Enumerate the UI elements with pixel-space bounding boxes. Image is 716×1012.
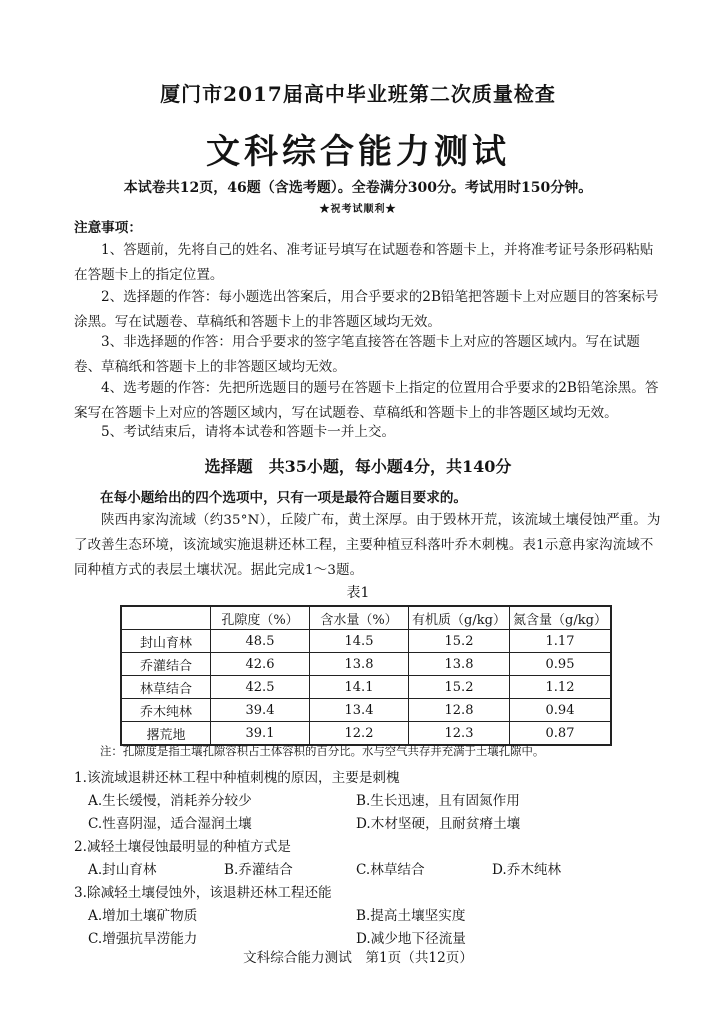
- table-cell: 1.17: [510, 630, 612, 653]
- notice-item-1: 1、答题前，先将自己的姓名、准考证号填写在试题卷和答题卡上，并将准考证号条形码粘贴在答题卡上的指定位置。: [74, 242, 654, 283]
- notice-heading: 注意事项：: [74, 220, 142, 236]
- table-cell: 42.6: [211, 653, 310, 676]
- page-footer: 文科综合能力测试 第1页（共12页）: [243, 950, 473, 966]
- notice-item-2: 2、选择题的作答：每小题选出答案后，用合乎要求的2B铅笔把答题卡上对应题目的答案标号涂黑。写在试题卷、草稿纸和答题卡上的非答题区域均无效。: [74, 289, 659, 330]
- question-2-option-b[interactable]: B.乔灌结合: [224, 862, 293, 878]
- table-cell: 48.5: [211, 630, 310, 653]
- notice-item-5: 5、考试结束后，请将本试卷和答题卡一并上交。: [101, 424, 396, 440]
- table-cell: 12.8: [409, 699, 510, 722]
- section-instruction: 在每小题给出的四个选项中，只有一项是最符合题目要求的。: [100, 490, 468, 506]
- reading-passage: 陕西冉家沟流域（约35°N），丘陵广布，黄土深厚。由于毁林开荒，该流域土壤侵蚀严重。为了改善生态环境，该流域实施退耕还林工程，主要种植豆科落叶乔木刺槐。表1示意冉家沟流域不同种植方式的表层土壤状况。据此完成1～3题。: [74, 513, 661, 578]
- table-row: [121, 630, 611, 653]
- table-cell: 0.94: [510, 699, 612, 722]
- question-2-stem: 2.减轻土壤侵蚀最明显的种植方式是: [74, 839, 291, 855]
- table-header-cell: 孔隙度（%）: [211, 606, 310, 630]
- table-row: [121, 653, 611, 676]
- section-heading: 选择题 共35小题，每小题4分，共140分: [204, 457, 512, 476]
- notice-item-3: 3、非选择题的作答：用合乎要求的签字笔直接答在答题卡上对应的答题区域内。写在试题卷、草稿纸和答题卡上的非答题区域均无效。: [74, 334, 640, 375]
- table-cell: 乔灌结合: [121, 653, 211, 676]
- question-2-option-c[interactable]: C.林草结合: [356, 862, 425, 878]
- table-note: 注：孔隙度是指土壤孔隙容积占土体容积的百分比。水与空气共存并充满于土壤孔隙中。: [100, 744, 545, 758]
- table-cell: 0.87: [510, 722, 612, 746]
- table-cell: 39.1: [211, 722, 310, 746]
- table-cell: 撂荒地: [121, 722, 211, 746]
- table-row: [121, 676, 611, 699]
- question-1-option-d[interactable]: D.木材坚硬，且耐贫瘠土壤: [356, 816, 521, 832]
- question-3-option-c[interactable]: C.增强抗旱涝能力: [88, 931, 198, 947]
- table-cell: 0.95: [510, 653, 612, 676]
- table-cell: 12.3: [409, 722, 510, 746]
- table-row: [121, 699, 611, 722]
- table-cell: 14.1: [310, 676, 409, 699]
- table-cell: 1.12: [510, 676, 612, 699]
- table-caption: 表1: [346, 585, 370, 601]
- table-header-row: [121, 606, 611, 630]
- table-cell: 42.5: [211, 676, 310, 699]
- table-cell: 14.5: [310, 630, 409, 653]
- notice-item-4: 4、选考题的作答：先把所选题目的题号在答题卡上指定的位置用合乎要求的2B铅笔涂黑。答案写在答题卡上对应的答题区域内，写在试题卷、草稿纸和答题卡上的非答题区域均无效。: [74, 380, 659, 421]
- table-header-cell: [121, 606, 211, 630]
- table-cell: 39.4: [211, 699, 310, 722]
- question-3-option-b[interactable]: B.提高土壤坚实度: [356, 908, 466, 924]
- question-3-option-d[interactable]: D.减少地下径流量: [356, 931, 466, 947]
- question-2-option-d[interactable]: D.乔木纯林: [492, 862, 562, 878]
- question-1-option-c[interactable]: C.性喜阴湿，适合湿润土壤: [88, 816, 252, 832]
- question-2-option-a[interactable]: A.封山育林: [88, 862, 157, 878]
- table-cell: 13.8: [310, 653, 409, 676]
- question-3-option-a[interactable]: A.增加土壤矿物质: [88, 908, 198, 924]
- question-1-stem: 1.该流域退耕还林工程中种植刺槐的原因，主要是刺槐: [74, 770, 400, 786]
- exam-info: 本试卷共12页，46题（含选考题）。全卷满分300分。考试用时150分钟。: [123, 180, 593, 196]
- exam-name: 厦门市2017届高中毕业班第二次质量检查: [160, 82, 556, 106]
- table-header-cell: 氮含量（g/kg）: [510, 606, 612, 630]
- table-cell: 13.8: [409, 653, 510, 676]
- table-cell: 12.2: [310, 722, 409, 746]
- question-1-option-a[interactable]: A.生长缓慢，消耗养分较少: [88, 793, 252, 809]
- table-cell: 乔木纯林: [121, 699, 211, 722]
- question-1-option-b[interactable]: B.生长迅速，且有固氮作用: [356, 793, 520, 809]
- table-cell: 15.2: [409, 630, 510, 653]
- table-header-cell: 含水量（%）: [310, 606, 409, 630]
- table-cell: 15.2: [409, 676, 510, 699]
- table-cell: 13.4: [310, 699, 409, 722]
- question-3-stem: 3.除减轻土壤侵蚀外，该退耕还林工程还能: [74, 885, 332, 901]
- blessing: ★祝考试顺利★: [319, 204, 397, 215]
- table-cell: 封山育林: [121, 630, 211, 653]
- table-row: [121, 722, 611, 746]
- soil-data-table: [120, 605, 612, 746]
- table-header-cell: 有机质（g/kg）: [409, 606, 510, 630]
- table-cell: 林草结合: [121, 676, 211, 699]
- subject-title: 文科综合能力测试: [206, 132, 510, 172]
